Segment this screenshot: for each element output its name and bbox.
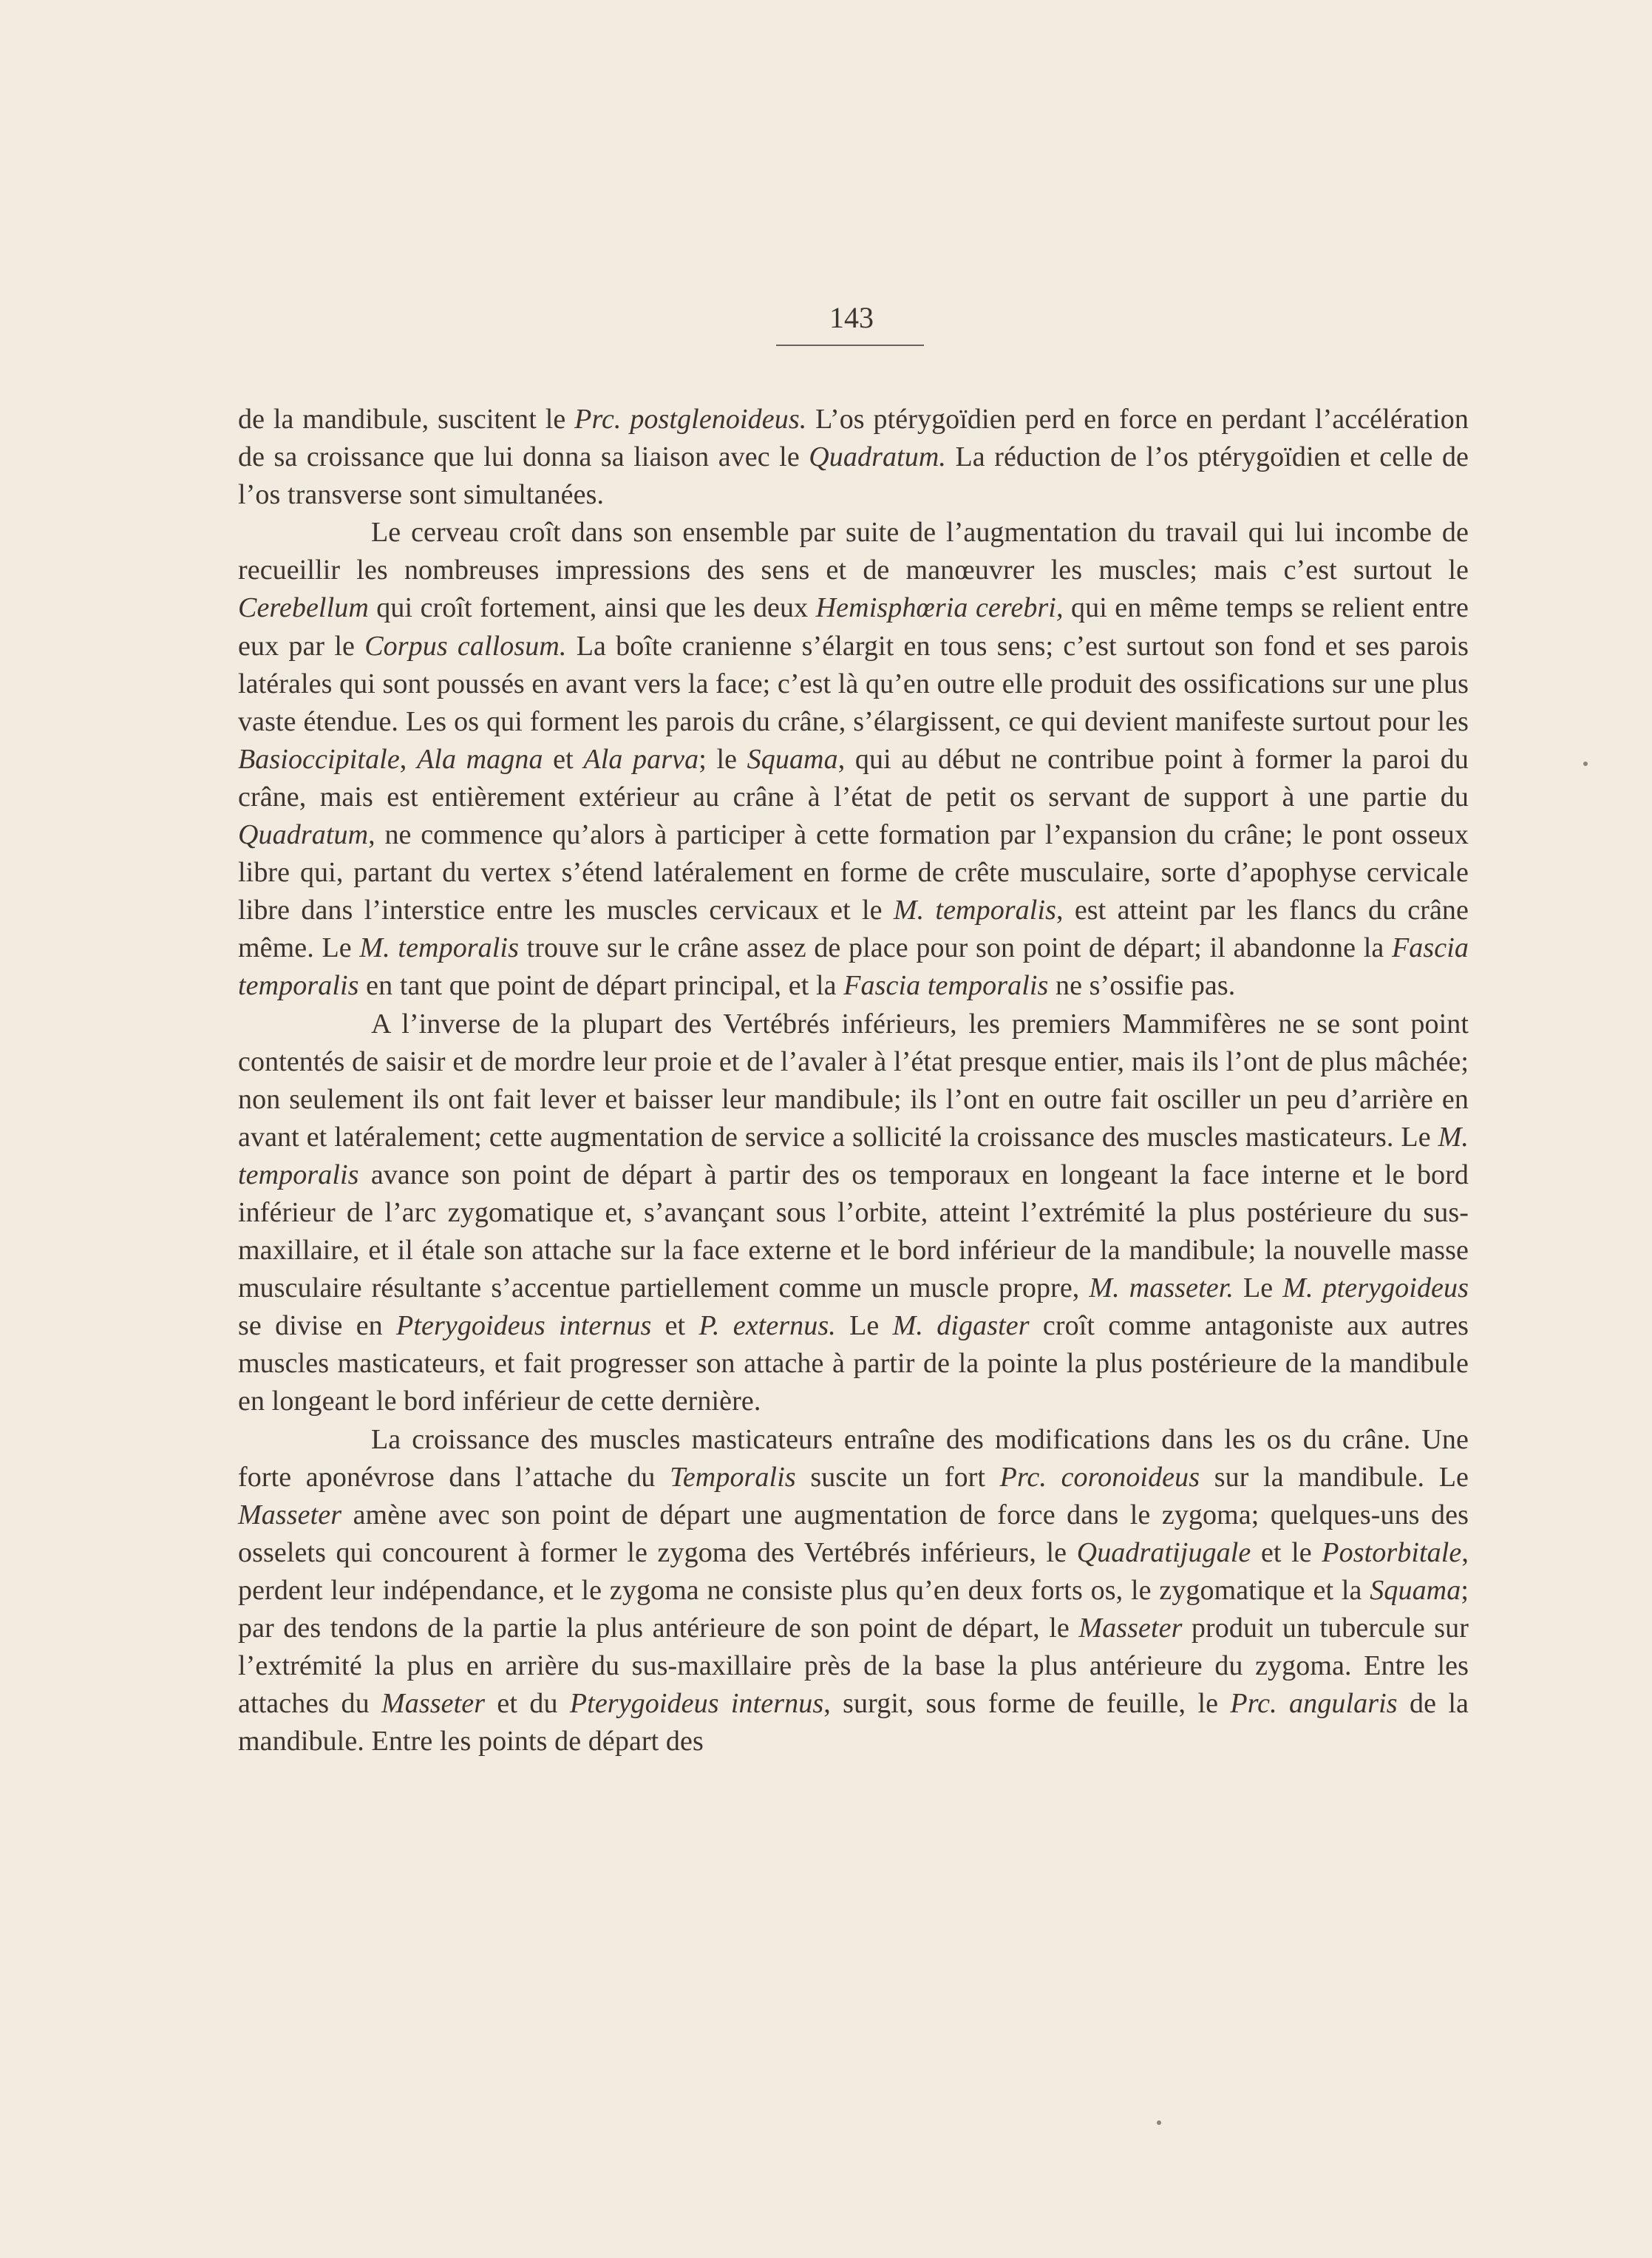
italic-term: Masseter (381, 1688, 486, 1720)
text-run: produit un tubercule sur l’extrémité la plus en arrière du sus-maxillaire près de la base la plus antérieure du zygoma. Entre les attaches du (238, 1613, 1469, 1720)
text-run: , perdent leur indépendance, et le zygoma ne consiste plus qu’en deux forts os, le zygomatique et la (238, 1536, 1469, 1606)
text-run: La boîte cranienne s’élargit en tous sens; c’est surtout son fond et ses parois latérales qui sont poussés en avant vers la face; c’est là qu’en outre elle produit des ossifications sur une plus vaste étendue. Les os qui forment les parois du crâne, s’élargissent, ce qui devient manifeste surtout pour les (238, 630, 1469, 737)
paragraph (238, 1006, 1469, 1421)
text-run: avance son point de départ à partir des os temporaux en longeant la face interne et le bord inférieur de l’arc zygomatique et, s’avançant sous l’orbite, atteint l’extrémité la plus postérieure du sus-maxillaire, et il étale son attache sur la face externe et le bord inférieur de la mandibule; la nouvelle masse musculaire résultante s’accentue partiellement comme un muscle propre, (238, 1159, 1469, 1304)
italic-term: Squama (1370, 1574, 1461, 1606)
text-run: en tant que point de départ principal, et la (358, 970, 844, 1002)
italic-term: Prc. postglenoideus. (574, 404, 807, 435)
text-run: croît comme antagoniste aux autres muscles masticateurs, et fait progresser son attache à partir de la pointe la plus postérieure de la mandibule en longeant le bord inférieur de cette dernière. (238, 1310, 1469, 1417)
italic-term: M. temporalis (359, 932, 519, 964)
italic-term: Cerebellum (238, 592, 369, 624)
text-run: et (543, 743, 584, 775)
italic-term: Hemisphœria cerebri, (815, 592, 1064, 624)
italic-term: M. digaster (892, 1310, 1030, 1342)
italic-term: Prc. angularis (1230, 1688, 1398, 1720)
body-text (238, 401, 1469, 1760)
text-run: sur la mandibule. Le (1200, 1461, 1469, 1493)
italic-term: Corpus callosum. (364, 630, 567, 662)
italic-term: Quadratijugale (1076, 1536, 1251, 1568)
text-run: de la mandibule, suscitent le (238, 404, 575, 435)
italic-term: Quadratum. (809, 441, 946, 473)
italic-term: Pterygoideus internus (396, 1310, 652, 1342)
italic-term: Masseter (1078, 1613, 1183, 1644)
text-run: amène avec son point de départ une augmentation de force dans le zygoma; quelques-uns des osselets qui concourent à former le zygoma des Vertébrés inférieurs, le (238, 1499, 1469, 1568)
text-run: Le (1233, 1272, 1283, 1304)
paper-speck (1583, 762, 1588, 766)
text-run: La réduction de l’os ptérygoïdien et celle de l’os transverse sont simultanées. (238, 441, 1469, 511)
italic-term: Prc. coronoideus (999, 1461, 1200, 1493)
text-run: et du (485, 1688, 570, 1720)
text-run: Le (835, 1310, 893, 1342)
text-run: qui croît fortement, ainsi que les deux (368, 592, 816, 624)
italic-term: P. externus. (698, 1310, 836, 1342)
text-run: A l’inverse de la plupart des Vertébrés inférieurs, les premiers Mammifères ne se sont point contentés de saisir et de mordre leur proie et de l’avaler à l’état presque entier, mais ils l’ont de plus mâchée; non seulement ils ont fait lever et baisser leur mandibule; ils l’ont en outre fait osciller un peu d’arrière en avant et latéralement; cette augmentation de service a sollicité la croissance des muscles masticateurs. Le (238, 1008, 1469, 1153)
text-run: se divise en (238, 1310, 397, 1342)
text-run: de la mandibule. Entre les points de départ des (238, 1688, 1469, 1757)
paragraph (238, 401, 1469, 514)
text-run: et le (1251, 1536, 1322, 1568)
text-run: et (651, 1310, 699, 1342)
italic-term: Quadratum (238, 819, 369, 851)
italic-term: Pterygoideus internus (569, 1688, 824, 1720)
text-run: , surgit, sous forme de feuille, le (823, 1688, 1231, 1720)
text-run: , ne commence qu’alors à participer à cette formation par l’expansion du crâne; le pont osseux libre qui, partant du vertex s’étend latéralement en forme de crête musculaire, sorte d’apophyse cervicale libre dans l’interstice entre les muscles cervicaux et le (238, 819, 1469, 926)
italic-term: Postorbitale (1322, 1536, 1462, 1568)
italic-term: Squama (747, 743, 838, 775)
italic-term: M. temporalis (893, 895, 1056, 926)
italic-term: Ala parva (583, 743, 699, 775)
italic-term: Ala magna (416, 743, 543, 775)
text-run: , est atteint par les flancs du crâne même. Le (238, 895, 1469, 964)
italic-term: Fascia temporalis (238, 932, 1469, 1002)
italic-term: M. masseter. (1089, 1272, 1234, 1304)
italic-term: Basioccipitale (238, 743, 400, 775)
italic-term: Fascia temporalis (843, 970, 1049, 1002)
paragraph (238, 1421, 1469, 1761)
italic-term: M. pterygoideus (1282, 1272, 1469, 1304)
italic-term: Temporalis (670, 1461, 796, 1493)
text-run: Le cerveau croît dans son ensemble par suite de l’augmentation du travail qui lui incombe de recueillir les nombreuses impressions des sens et de manœuvrer les muscles; mais c’est surtout le (238, 517, 1469, 586)
paragraph (238, 514, 1469, 1005)
text-run: , qui au début ne contribue point à former la paroi du crâne, mais est entièrement extérieur au crâne à l’état de petit os servant de support à une partie du (238, 743, 1469, 813)
text-run: ; le (698, 743, 747, 775)
text-run: La croissance des muscles masticateurs entraîne des modifications dans les os du crâne. Une forte aponévrose dans l’attache du (238, 1423, 1469, 1493)
text-run: , (399, 743, 417, 775)
italic-term: M. temporalis (238, 1121, 1469, 1190)
paper-speck (1157, 2120, 1161, 2125)
text-run: L’os ptérygoïdien perd en force en perdant l’accélération de sa croissance que lui donna sa liaison avec le (238, 404, 1469, 473)
text-run: qui en même temps se relient entre eux par le (238, 592, 1469, 662)
text-run: trouve sur le crâne assez de place pour son point de départ; il abandonne la (518, 932, 1392, 964)
text-run: ne s’ossifie pas. (1048, 970, 1236, 1002)
italic-term: Masseter (238, 1499, 342, 1530)
text-run: suscite un fort (795, 1461, 1000, 1493)
page-number-rule (776, 345, 924, 346)
page-number: 143 (829, 301, 874, 334)
text-run: ; par des tendons de la partie la plus antérieure de son point de départ, le (238, 1574, 1469, 1644)
